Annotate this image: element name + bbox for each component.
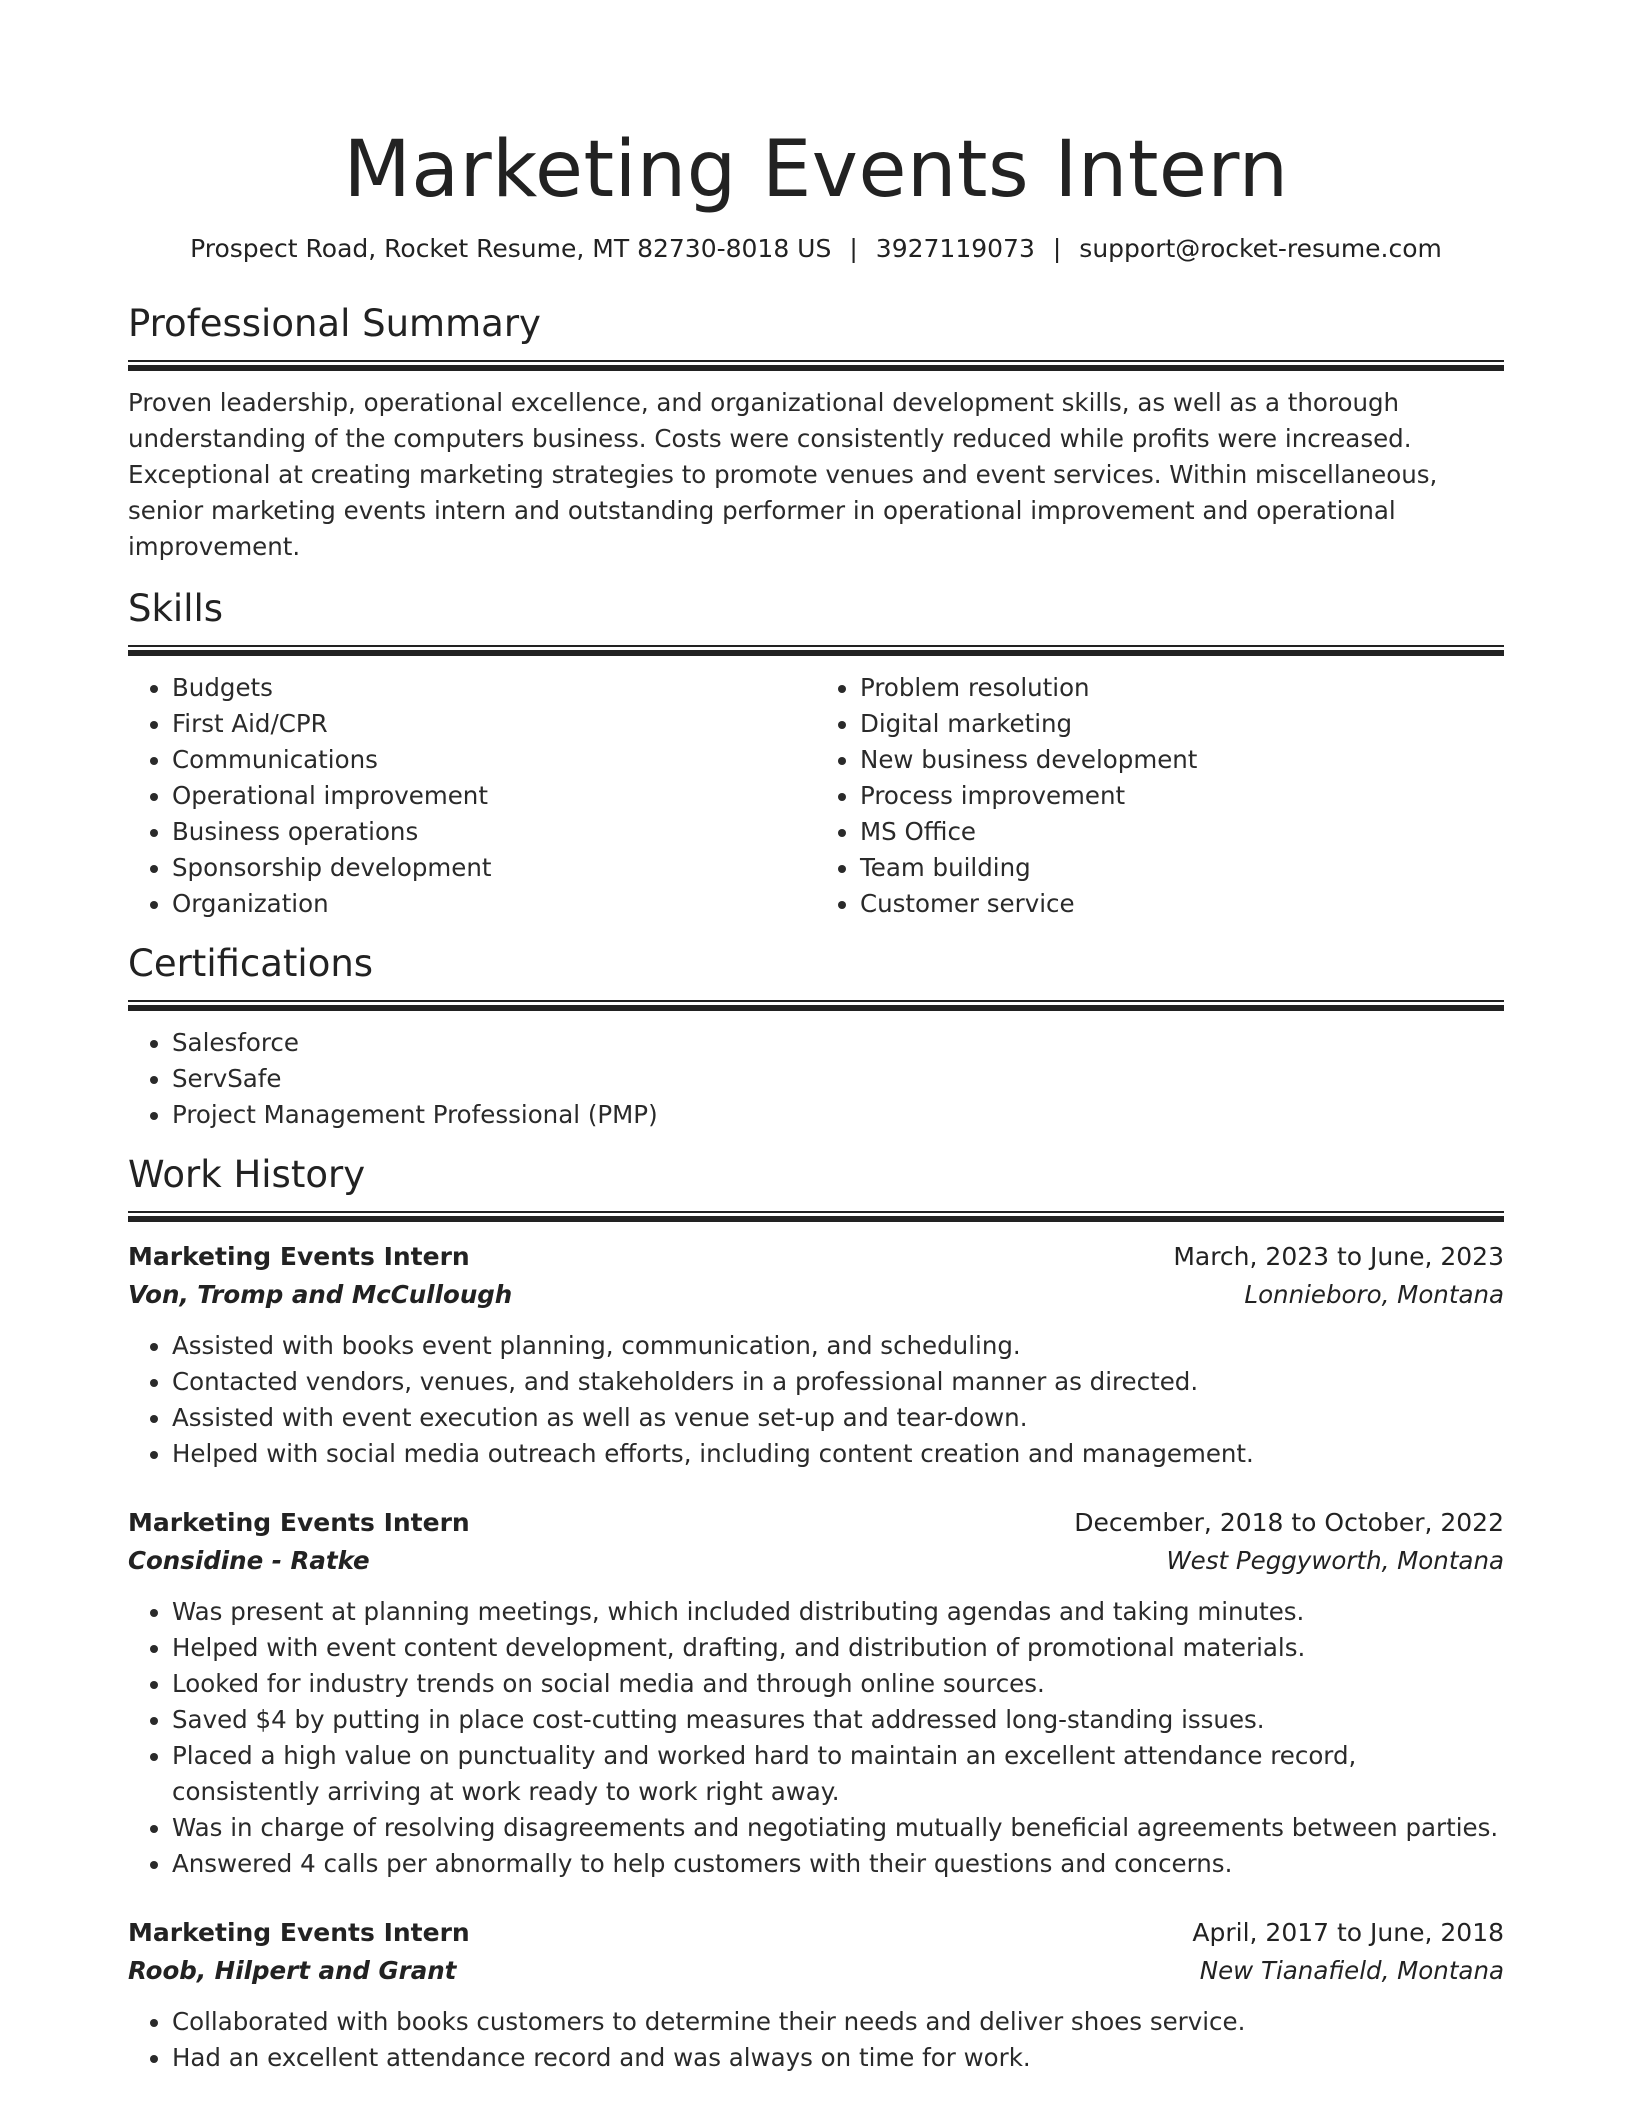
job-bullet: • Assisted with books event planning, communication, and scheduling. bbox=[172, 1328, 1504, 1364]
certifications-list bbox=[128, 1025, 1504, 1133]
work-history-section bbox=[128, 1151, 1504, 2076]
job-company: Roob, Hilpert and Grant bbox=[128, 1956, 457, 1985]
certifications-section bbox=[128, 940, 1504, 1133]
job-entry bbox=[128, 1504, 1504, 1882]
job-bullet: • Answered 4 calls per abnormally to help customers with their questions and concerns. bbox=[172, 1846, 1504, 1882]
skill-item: • Problem resolution bbox=[860, 670, 1504, 706]
skill-item: • Digital marketing bbox=[860, 706, 1504, 742]
contact-address: Prospect Road, Rocket Resume, MT 82730-8018 US bbox=[190, 234, 832, 263]
section-divider bbox=[128, 360, 1504, 371]
job-title: Marketing Events Intern bbox=[128, 1242, 470, 1271]
skills-list-left bbox=[128, 670, 816, 922]
summary-heading: Professional Summary bbox=[128, 302, 541, 345]
contact-line bbox=[128, 232, 1504, 266]
job-header-row bbox=[128, 1914, 1504, 1952]
skill-item: • Team building bbox=[860, 850, 1504, 886]
job-entry bbox=[128, 1238, 1504, 1472]
job-dates: December, 2018 to October, 2022 bbox=[1074, 1508, 1504, 1537]
job-location: Lonnieboro, Montana bbox=[1244, 1280, 1504, 1309]
skill-item: • Communications bbox=[172, 742, 816, 778]
certification-item: • ServSafe bbox=[172, 1061, 1504, 1097]
skill-item: • New business development bbox=[860, 742, 1504, 778]
job-title: Marketing Events Intern bbox=[128, 1508, 470, 1537]
skills-column-right bbox=[816, 670, 1504, 922]
contact-phone: 3927119073 bbox=[875, 234, 1035, 263]
job-company: Von, Tromp and McCullough bbox=[128, 1280, 513, 1309]
skills-heading: Skills bbox=[128, 587, 224, 630]
skills-list-right bbox=[816, 670, 1504, 922]
job-company-row bbox=[128, 1542, 1504, 1580]
job-location: West Peggyworth, Montana bbox=[1166, 1546, 1504, 1575]
job-bullet: • Placed a high value on punctuality and worked hard to maintain an excellent attendance record, consistently arriving at work ready to work right away. bbox=[172, 1738, 1504, 1810]
skill-item: • Process improvement bbox=[860, 778, 1504, 814]
job-bullet-list bbox=[128, 1594, 1504, 1882]
certifications-heading: Certifications bbox=[128, 942, 374, 985]
job-company: Considine - Ratke bbox=[128, 1546, 370, 1575]
skill-item: • Budgets bbox=[172, 670, 816, 706]
skills-section bbox=[128, 585, 1504, 922]
work-history-heading: Work History bbox=[128, 1153, 366, 1196]
job-bullet: • Helped with social media outreach efforts, including content creation and management. bbox=[172, 1436, 1504, 1472]
skill-item: • MS Office bbox=[860, 814, 1504, 850]
skill-item: • First Aid/CPR bbox=[172, 706, 816, 742]
certification-item: • Project Management Professional (PMP) bbox=[172, 1097, 1504, 1133]
job-header-row bbox=[128, 1504, 1504, 1542]
contact-separator: | bbox=[849, 234, 858, 263]
section-divider bbox=[128, 1211, 1504, 1222]
job-bullet: • Saved $4 by putting in place cost-cutting measures that addressed long-standing issues. bbox=[172, 1702, 1504, 1738]
job-bullet-list bbox=[128, 1328, 1504, 1472]
resume-name: Marketing Events Intern bbox=[343, 125, 1289, 215]
job-bullet: • Had an excellent attendance record and was always on time for work. bbox=[172, 2040, 1504, 2076]
job-dates: March, 2023 to June, 2023 bbox=[1173, 1242, 1504, 1271]
summary-section bbox=[128, 300, 1504, 565]
skill-item: • Organization bbox=[172, 886, 816, 922]
job-bullet-list bbox=[128, 2004, 1504, 2076]
section-divider bbox=[128, 1000, 1504, 1011]
job-bullet: • Looked for industry trends on social media and through online sources. bbox=[172, 1666, 1504, 1702]
job-dates: April, 2017 to June, 2018 bbox=[1192, 1918, 1504, 1947]
job-company-row bbox=[128, 1952, 1504, 1990]
job-bullet: • Helped with event content development, drafting, and distribution of promotional materials. bbox=[172, 1630, 1504, 1666]
skill-item: • Business operations bbox=[172, 814, 816, 850]
job-company-row bbox=[128, 1276, 1504, 1314]
contact-email[interactable]: support@rocket-resume.com bbox=[1079, 234, 1442, 263]
job-bullet: • Was in charge of resolving disagreements and negotiating mutually beneficial agreements between parties. bbox=[172, 1810, 1504, 1846]
job-title: Marketing Events Intern bbox=[128, 1918, 470, 1947]
section-divider bbox=[128, 645, 1504, 656]
skills-column-left bbox=[128, 670, 816, 922]
skill-item: • Customer service bbox=[860, 886, 1504, 922]
job-bullet: • Contacted vendors, venues, and stakeholders in a professional manner as directed. bbox=[172, 1364, 1504, 1400]
skill-item: • Sponsorship development bbox=[172, 850, 816, 886]
job-location: New Tianafield, Montana bbox=[1199, 1956, 1504, 1985]
contact-separator: | bbox=[1052, 234, 1062, 263]
certification-item: • Salesforce bbox=[172, 1025, 1504, 1061]
job-bullet: • Was present at planning meetings, which included distributing agendas and taking minutes. bbox=[172, 1594, 1504, 1630]
job-header-row bbox=[128, 1238, 1504, 1276]
summary-text: Proven leadership, operational excellence, and organizational development skills, as well as a thorough understanding of the computers business. Costs were consistently reduced while profits were increased. Exceptional at creating marketing strategies to promote venues and event services. Within miscellaneous, senior marketing events intern and outstanding performer in operational improvement and operational improvement. bbox=[128, 388, 1438, 561]
job-entry bbox=[128, 1914, 1504, 2076]
job-bullet: • Assisted with event execution as well as venue set-up and tear-down. bbox=[172, 1400, 1504, 1436]
skills-columns bbox=[128, 670, 1504, 922]
skill-item: • Operational improvement bbox=[172, 778, 816, 814]
job-bullet: • Collaborated with books customers to determine their needs and deliver shoes service. bbox=[172, 2004, 1504, 2040]
